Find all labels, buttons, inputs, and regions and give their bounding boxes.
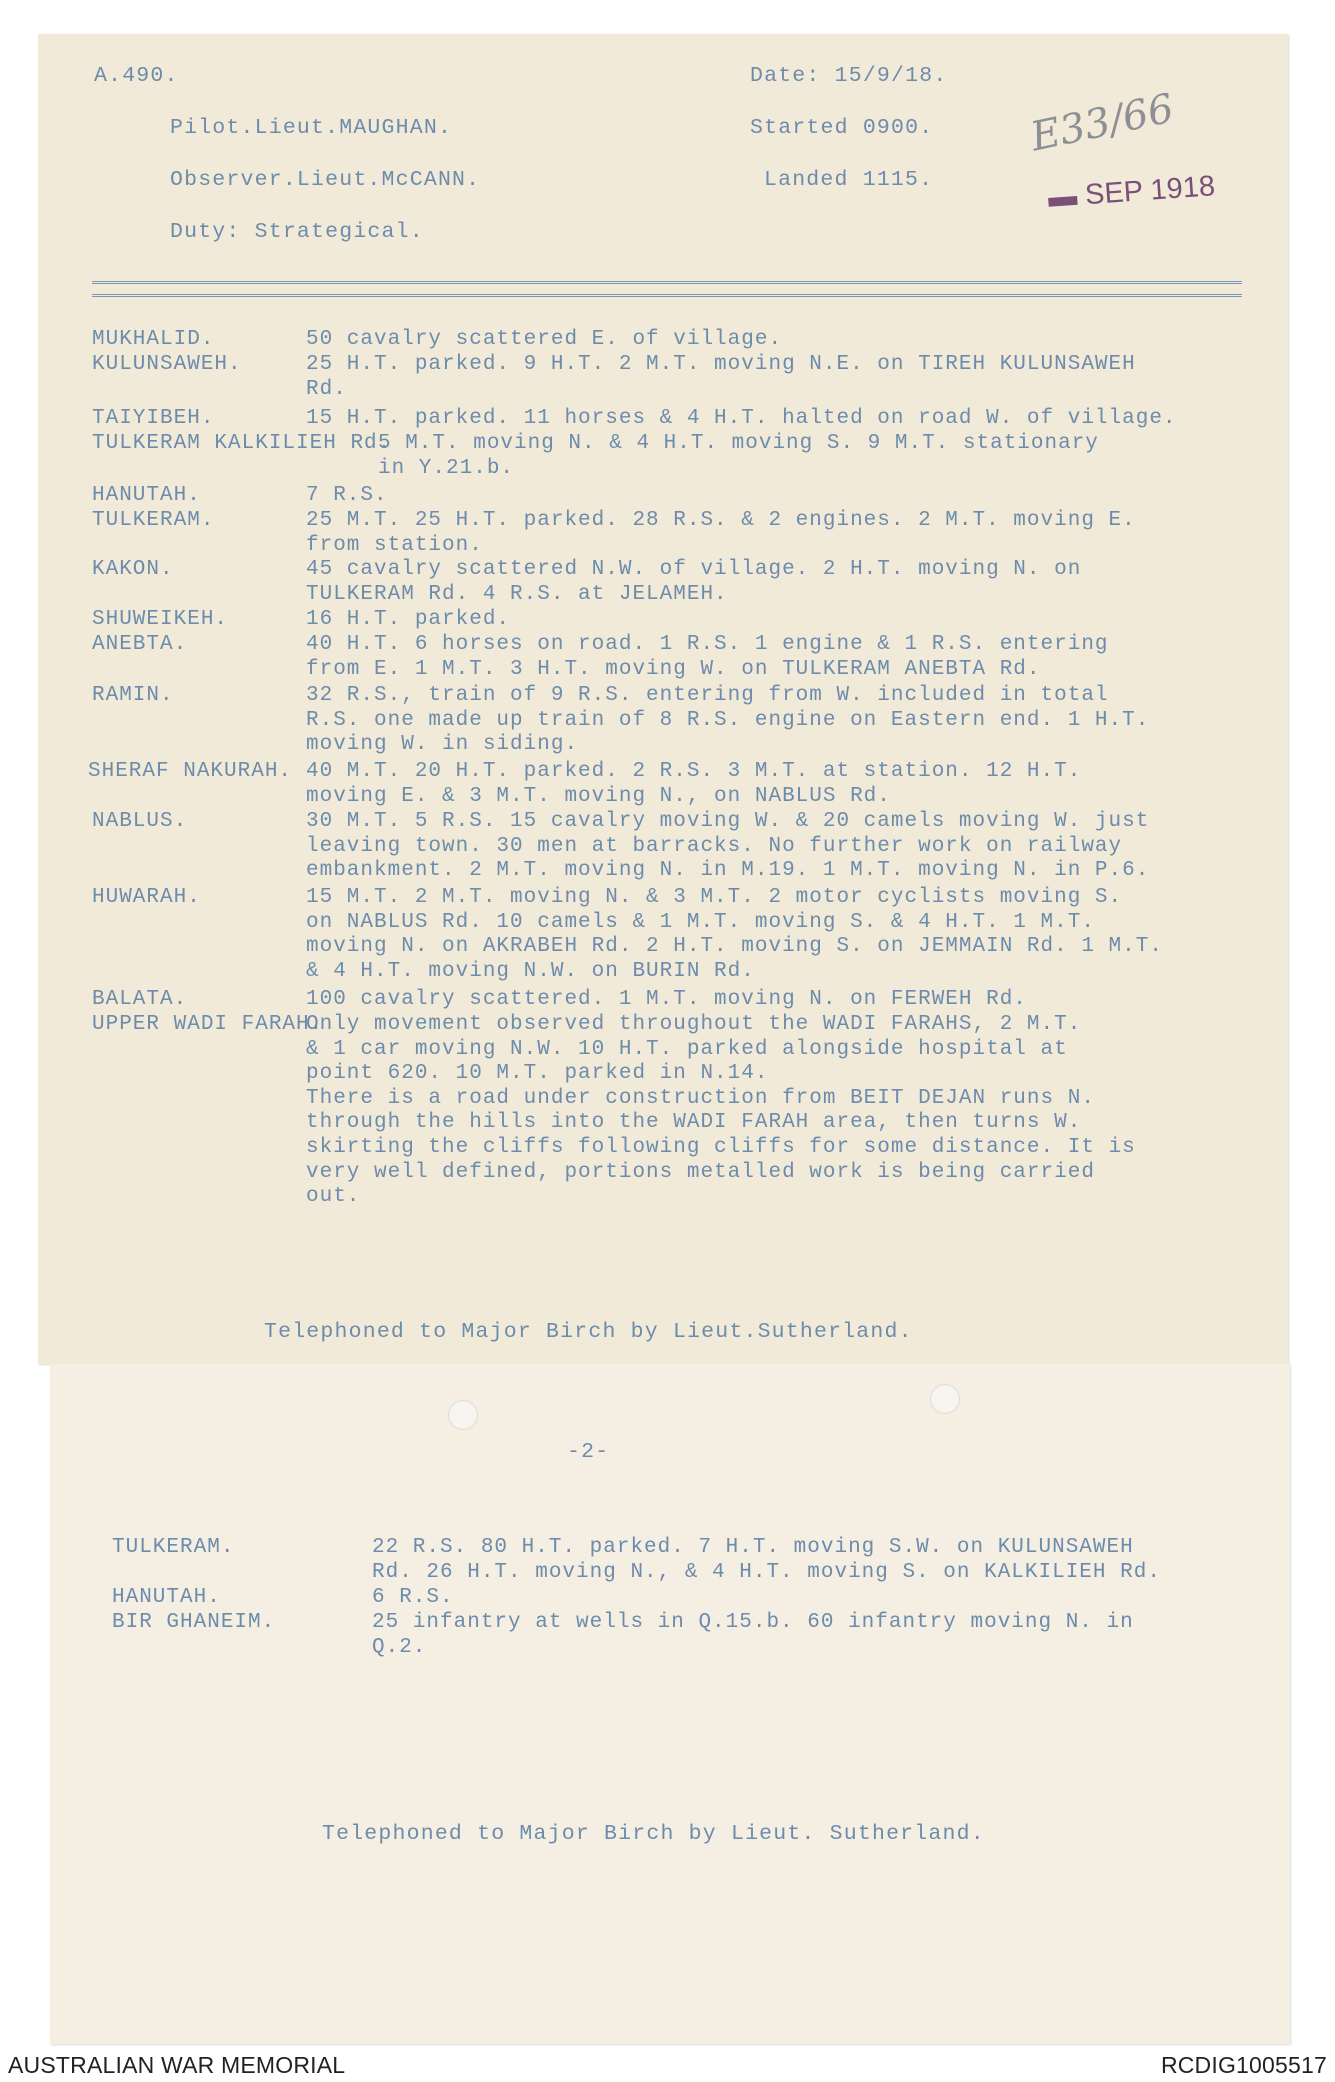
report-place: TULKERAM KALKILIEH Rd. [92,432,392,455]
report-place: ANEBTA. [92,633,188,656]
observer-line: Observer.Lieut.McCANN. [170,168,481,192]
report-place: KAKON. [92,558,174,581]
report-place: KULUNSAWEH. [92,353,242,376]
report-place: SHERAF NAKURAH. [88,760,293,783]
report-text: Only movement observed throughout the WADI FARAHS, 2 M.T. & 1 car moving N.W. 10 H.T. parked alongside hospital at point 620. 10 M.T. parked in N.14. There is a road under construction from BEIT DEJAN runs N. through the hills into the WADI FARAH area, then turns W. skirting the cliffs following cliffs for some distance. It is very well defined, portions metalled work is being carried out. [306,1013,1136,1209]
report-ref: A.490. [94,64,179,88]
report-place: HUWARAH. [92,886,201,909]
report-place: MUKHALID. [92,328,215,351]
document-page-2 [50,1364,1290,2044]
report-text: 32 R.S., train of 9 R.S. entering from W. included in total R.S. one made up train of 8 R.S. engine on Eastern end. 1 H.T. moving W. in siding. [306,684,1150,757]
report-text: 7 R.S. [306,484,388,507]
punch-hole [930,1384,960,1414]
telephoned-note: Telephoned to Major Birch by Lieut.Sutherland. [264,1320,913,1344]
report-text: 25 M.T. 25 H.T. parked. 28 R.S. & 2 engines. 2 M.T. moving E. from station. [306,509,1136,557]
report-place: HANUTAH. [112,1586,221,1609]
report-text: 6 R.S. [372,1586,454,1609]
footer-id: RCDIG1005517 [1160,2052,1327,2078]
punch-hole [448,1400,478,1430]
handwritten-reference: E33/66 [1026,85,1178,161]
duty-line: Duty: Strategical. [170,220,424,244]
report-text: 45 cavalry scattered N.W. of village. 2 H.T. moving N. on TULKERAM Rd. 4 R.S. at JELAMEH. [306,558,1082,606]
report-text: 16 H.T. parked. [306,608,511,631]
telephoned-note: Telephoned to Major Birch by Lieut. Sutherland. [322,1822,985,1846]
report-text: 15 H.T. parked. 11 horses & 4 H.T. halted on road W. of village. [306,407,1177,430]
report-place: NABLUS. [92,810,188,833]
started-line: Started 0900. [750,116,934,140]
report-text: 25 infantry at wells in Q.15.b. 60 infantry moving N. in Q.2. [372,1611,1134,1659]
report-text: 30 M.T. 5 R.S. 15 cavalry moving W. & 20 camels moving W. just leaving town. 30 men at barracks. No further work on railway embankment. 2 M.T. moving N. in M.19. 1 M.T. moving N. in P.6. [306,810,1150,883]
report-text: 40 H.T. 6 horses on road. 1 R.S. 1 engine & 1 R.S. entering from E. 1 M.T. 3 H.T. moving W. on TULKERAM ANEBTA Rd. [306,633,1109,681]
footer-institution: AUSTRALIAN WAR MEMORIAL [8,2052,346,2078]
date-line: Date: 15/9/18. [750,64,948,88]
report-text: 50 cavalry scattered E. of village. [306,328,783,351]
report-place: SHUWEIKEH. [92,608,229,631]
report-text: 5 M.T. moving N. & 4 H.T. moving S. 9 M.T. stationary in Y.21.b. [378,432,1099,480]
date-stamp-text: SEP 1918 [1084,170,1217,212]
report-text: 15 M.T. 2 M.T. moving N. & 3 M.T. 2 motor cyclists moving S. on NABLUS Rd. 10 camels & 1 M.T. moving S. & 4 H.T. 1 M.T. moving N. on AKRABEH Rd. 2 H.T. moving S. on JEMMAIN Rd. 1 M.T. & 4 H.T. moving N.W. on BURIN Rd. [306,886,1163,983]
report-place: TAIYIBEH. [92,407,215,430]
report-place: TULKERAM. [92,509,215,532]
page-number: -2- [567,1440,610,1464]
separator-line [92,281,1242,297]
pilot-line: Pilot.Lieut.MAUGHAN. [170,116,453,140]
report-text: 100 cavalry scattered. 1 M.T. moving N. on FERWEH Rd. [306,988,1027,1011]
report-text: 22 R.S. 80 H.T. parked. 7 H.T. moving S.W. on KULUNSAWEH Rd. 26 H.T. moving N., & 4 H.T. moving S. on KALKILIEH Rd. [372,1536,1161,1584]
report-place: RAMIN. [92,684,174,707]
document-page-1 [38,34,1288,1364]
report-place: BALATA. [92,988,188,1011]
report-place: UPPER WADI FARAH. [92,1013,324,1036]
report-place: BIR GHANEIM. [112,1611,276,1634]
report-text: 25 H.T. parked. 9 H.T. 2 M.T. moving N.E. on TIREH KULUNSAWEH Rd. [306,353,1136,401]
report-place: TULKERAM. [112,1536,235,1559]
landed-line: Landed 1115. [764,168,934,192]
report-place: HANUTAH. [92,484,201,507]
date-stamp: ▬ SEP 1918 [1047,170,1217,214]
report-text: 40 M.T. 20 H.T. parked. 2 R.S. 3 M.T. at station. 12 H.T. moving E. & 3 M.T. moving N., on NABLUS Rd. [306,760,1082,808]
